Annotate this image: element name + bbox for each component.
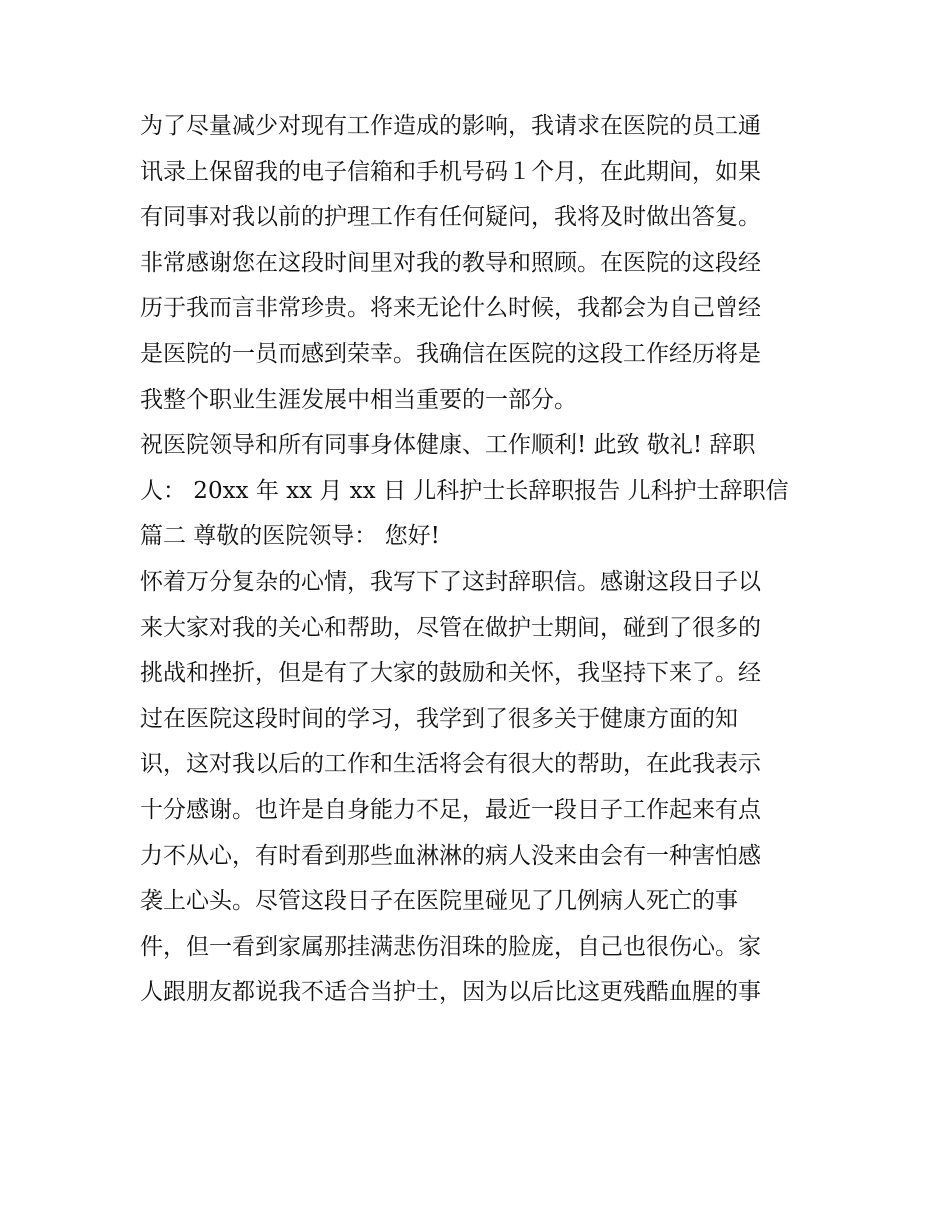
text-line: 怀着万分复杂的心情，我写下了这封辞职信。感谢这段日子以 bbox=[140, 568, 761, 595]
text-line: 祝医院领导和所有同事身体健康、工作顺利! 此致 敬礼! 辞职 bbox=[140, 432, 756, 459]
text-line: 人： 20xx 年 xx 月 xx 日 儿科护士长辞职报告 儿科护士辞职信 bbox=[140, 477, 789, 504]
text-line: 我整个职业生涯发展中相当重要的一部分。 bbox=[140, 386, 577, 413]
text-line: 力不从心，有时看到那些血淋淋的病人没来由会有一种害怕感 bbox=[140, 842, 761, 869]
text-line: 十分感谢。也许是自身能力不足，最近一段日子工作起来有点 bbox=[140, 796, 761, 823]
text-line: 过在医院这段时间的学习，我学到了很多关于健康方面的知 bbox=[140, 705, 738, 732]
text-line: 讯录上保留我的电子信箱和手机号码１个月，在此期间，如果 bbox=[140, 158, 761, 185]
text-line: 来大家对我的关心和帮助，尽管在做护士期间，碰到了很多的 bbox=[140, 614, 761, 641]
text-line: 篇二 尊敬的医院领导： 您好! bbox=[140, 523, 440, 550]
document-body bbox=[140, 104, 820, 1016]
text-line: 件，但一看到家属那挂满悲伤泪珠的脸庞，自己也很伤心。家 bbox=[140, 933, 761, 960]
text-line: 非常感谢您在这段时间里对我的教导和照顾。在医院的这段经 bbox=[140, 249, 761, 276]
text-line: 挑战和挫折，但是有了大家的鼓励和关怀，我坚持下来了。经 bbox=[140, 660, 761, 687]
text-line: 人跟朋友都说我不适合当护士，因为以后比这更残酷血腥的事 bbox=[140, 979, 761, 1006]
text-line: 为了尽量减少对现有工作造成的影响，我请求在医院的员工通 bbox=[140, 113, 761, 139]
text-line: 有同事对我以前的护理工作有任何疑问，我将及时做出答复。 bbox=[140, 204, 761, 231]
text-line: 袭上心头。尽管这段日子在医院里碰见了几例病人死亡的事 bbox=[140, 888, 738, 915]
text-line: 是医院的一员而感到荣幸。我确信在医院的这段工作经历将是 bbox=[140, 340, 761, 367]
text-line: 识，这对我以后的工作和生活将会有很大的帮助，在此我表示 bbox=[140, 751, 761, 778]
text-line: 历于我而言非常珍贵。将来无论什么时候，我都会为自己曾经 bbox=[140, 295, 761, 322]
